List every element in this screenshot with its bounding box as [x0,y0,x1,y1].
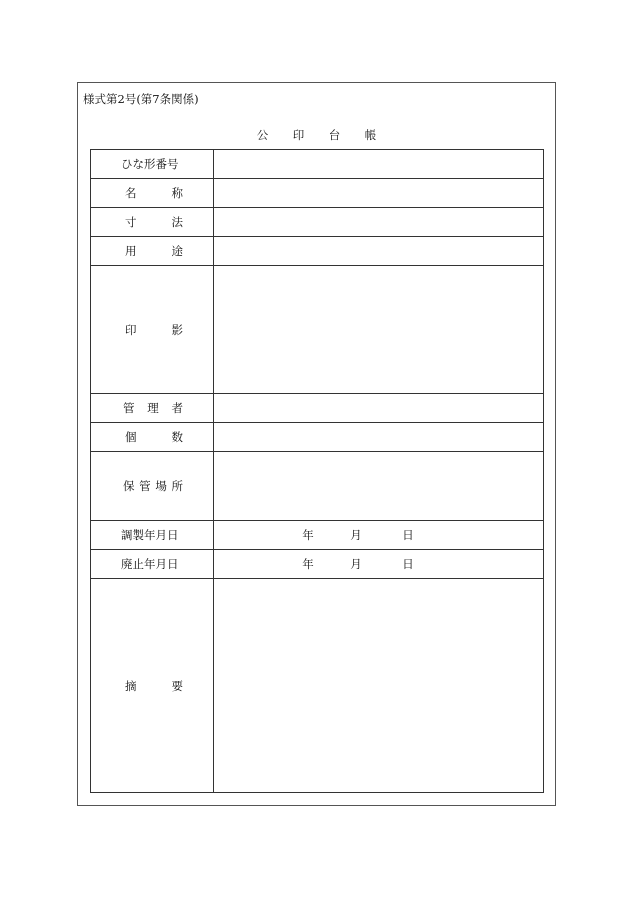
value-cell-storage-location[interactable] [214,452,544,521]
label-char: 名 [125,186,137,200]
value-cell-preparation-date[interactable] [214,521,544,550]
label-char: 者 [171,401,183,415]
label-hina-number: ひな形番号 [121,157,179,171]
value-cell-quantity[interactable] [214,423,544,452]
label-char: 場 [155,479,167,493]
form-number-label: 様式第2号(第7条関係) [83,92,199,106]
label-manager [91,400,213,416]
label-abolition-date: 廃止年月日 [121,557,179,571]
label-char: 管 [123,401,135,415]
row-seal-impression [91,266,544,394]
label-char: 称 [171,186,183,200]
label-cell [91,208,214,237]
label-char: 要 [171,678,183,693]
row-hina-number [91,150,544,179]
year-unit: 年 [302,557,314,571]
value-cell-manager[interactable] [214,394,544,423]
row-name [91,179,544,208]
label-cell [91,179,214,208]
label-char: 印 [125,322,137,337]
date-template [214,527,543,543]
label-dimensions [91,214,213,230]
label-char: 用 [125,244,137,258]
row-remarks [91,579,544,793]
value-cell-purpose[interactable] [214,237,544,266]
label-storage-location [91,478,213,494]
label-remarks [91,678,213,694]
month-unit: 月 [350,528,362,542]
value-cell-abolition-date[interactable] [214,550,544,579]
row-preparation-date [91,521,544,550]
label-cell [91,550,214,579]
title-char: 印 [292,128,305,142]
label-char: 摘 [125,678,137,693]
label-char: 影 [171,322,183,337]
value-cell-seal-impression[interactable] [214,266,544,394]
row-storage-location [91,452,544,521]
title-char: 台 [328,128,341,142]
row-abolition-date [91,550,544,579]
label-purpose [91,243,213,259]
label-char: 数 [171,430,183,444]
month-unit: 月 [350,557,362,571]
label-cell [91,266,214,394]
label-char: 途 [171,244,183,258]
row-dimensions [91,208,544,237]
form-frame [77,82,556,806]
document-title [78,127,555,143]
row-quantity [91,423,544,452]
label-cell [91,452,214,521]
row-manager [91,394,544,423]
value-cell-remarks[interactable] [214,579,544,793]
year-unit: 年 [302,528,314,542]
label-char: 保 [123,479,135,493]
title-char: 帳 [364,128,377,142]
label-cell [91,521,214,550]
label-cell [91,150,214,179]
label-cell [91,237,214,266]
title-char: 公 [256,128,269,142]
label-seal-impression [91,322,213,338]
value-cell-name[interactable] [214,179,544,208]
label-char: 法 [171,215,183,229]
label-char: 理 [147,401,159,415]
label-cell [91,579,214,793]
day-unit: 日 [402,557,414,571]
label-quantity [91,429,213,445]
label-cell [91,423,214,452]
label-cell [91,394,214,423]
label-char: 管 [139,479,151,493]
value-cell-hina-number[interactable] [214,150,544,179]
value-cell-dimensions[interactable] [214,208,544,237]
day-unit: 日 [402,528,414,542]
label-name [91,185,213,201]
label-preparation-date: 調製年月日 [121,528,179,542]
label-char: 所 [171,479,183,493]
row-purpose [91,237,544,266]
date-template [214,556,543,572]
seal-ledger-table [90,149,544,793]
label-char: 個 [125,430,137,444]
label-char: 寸 [125,215,137,229]
